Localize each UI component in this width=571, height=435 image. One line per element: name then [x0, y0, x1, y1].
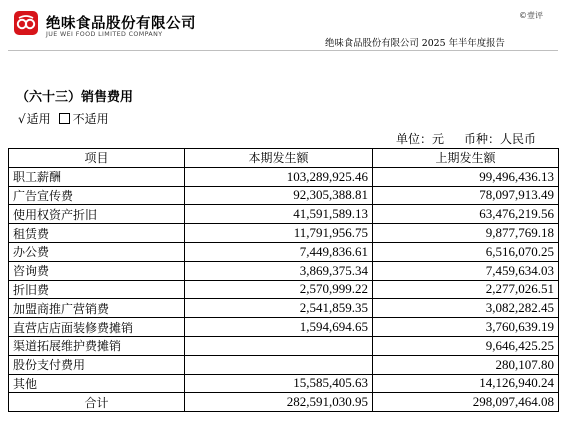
- table-total-row: [9, 393, 559, 412]
- row-current: [185, 336, 373, 355]
- row-current: 2,541,859.35: [185, 299, 373, 318]
- option-applicable-label: 适用: [26, 112, 51, 126]
- unit-label: 单位：元: [396, 132, 445, 146]
- row-item: 渠道拓展维护费摊销: [9, 336, 185, 355]
- row-item: 租赁费: [9, 224, 185, 243]
- column-header-previous: 上期发生额: [373, 149, 559, 168]
- table-row: [9, 261, 559, 280]
- row-item: 其他: [9, 374, 185, 393]
- row-previous: 3,760,639.19: [373, 318, 559, 337]
- table-row: [9, 374, 559, 393]
- row-previous: 2,277,026.51: [373, 280, 559, 299]
- table-row: [9, 205, 559, 224]
- row-previous: 99,496,436.13: [373, 167, 559, 186]
- company-name-en: JUE WEI FOOD LIMITED COMPANY: [46, 31, 163, 38]
- row-previous: 6,516,070.25: [373, 242, 559, 261]
- check-mark-icon: √: [18, 111, 26, 126]
- table-row: [9, 299, 559, 318]
- company-name: 绝味食品股份有限公司: [46, 16, 196, 32]
- row-previous: 14,126,940.24: [373, 374, 559, 393]
- row-current: [185, 355, 373, 374]
- table-row: [9, 280, 559, 299]
- row-current: 11,791,956.75: [185, 224, 373, 243]
- row-current: 103,289,925.46: [185, 167, 373, 186]
- unit-currency-line: [396, 130, 536, 147]
- row-current: 92,305,388.81: [185, 186, 373, 205]
- row-previous: 9,646,425.25: [373, 336, 559, 355]
- row-previous: 9,877,769.18: [373, 224, 559, 243]
- row-current: 41,591,589.13: [185, 205, 373, 224]
- table-row: [9, 336, 559, 355]
- page-header: [0, 0, 571, 50]
- option-not-applicable[interactable]: [59, 110, 109, 127]
- row-previous: 280,107.80: [373, 355, 559, 374]
- currency-label: 币种：人民币: [464, 132, 537, 146]
- row-previous: 78,097,913.49: [373, 186, 559, 205]
- total-label: 合计: [9, 393, 185, 412]
- table-row: [9, 318, 559, 337]
- header-divider: [8, 50, 558, 51]
- row-item: 广告宣传费: [9, 186, 185, 205]
- applicability-options: [18, 110, 117, 127]
- row-item: 直营店店面装修费摊销: [9, 318, 185, 337]
- table-header-row: [9, 149, 559, 168]
- row-item: 职工薪酬: [9, 167, 185, 186]
- selling-expenses-table: [8, 148, 559, 412]
- row-current: 2,570,999.22: [185, 280, 373, 299]
- table-row: [9, 242, 559, 261]
- company-logo-icon: [14, 11, 38, 35]
- row-current: 3,869,375.34: [185, 261, 373, 280]
- row-item: 股份支付费用: [9, 355, 185, 374]
- row-item: 加盟商推广营销费: [9, 299, 185, 318]
- row-current: 7,449,836.61: [185, 242, 373, 261]
- report-title: 绝味食品股份有限公司 2025 年半年度报告: [325, 38, 505, 49]
- row-previous: 3,082,282.45: [373, 299, 559, 318]
- row-current: 1,594,694.65: [185, 318, 373, 337]
- table-row: [9, 355, 559, 374]
- row-item: 折旧费: [9, 280, 185, 299]
- row-previous: 7,459,634.03: [373, 261, 559, 280]
- section-title: （六十三）销售费用: [16, 90, 134, 105]
- row-previous: 63,476,219.56: [373, 205, 559, 224]
- row-current: 15,585,405.63: [185, 374, 373, 393]
- column-header-item: 项目: [9, 149, 185, 168]
- table-row: [9, 186, 559, 205]
- option-applicable[interactable]: [18, 110, 51, 127]
- table-row: [9, 224, 559, 243]
- corner-badge: ©壹评: [519, 11, 543, 20]
- column-header-current: 本期发生额: [185, 149, 373, 168]
- row-item: 咨询费: [9, 261, 185, 280]
- option-not-applicable-label: 不适用: [72, 112, 109, 126]
- checkbox-icon: [59, 113, 70, 124]
- total-current: 282,591,030.95: [185, 393, 373, 412]
- row-item: 使用权资产折旧: [9, 205, 185, 224]
- total-previous: 298,097,464.08: [373, 393, 559, 412]
- table-row: [9, 167, 559, 186]
- row-item: 办公费: [9, 242, 185, 261]
